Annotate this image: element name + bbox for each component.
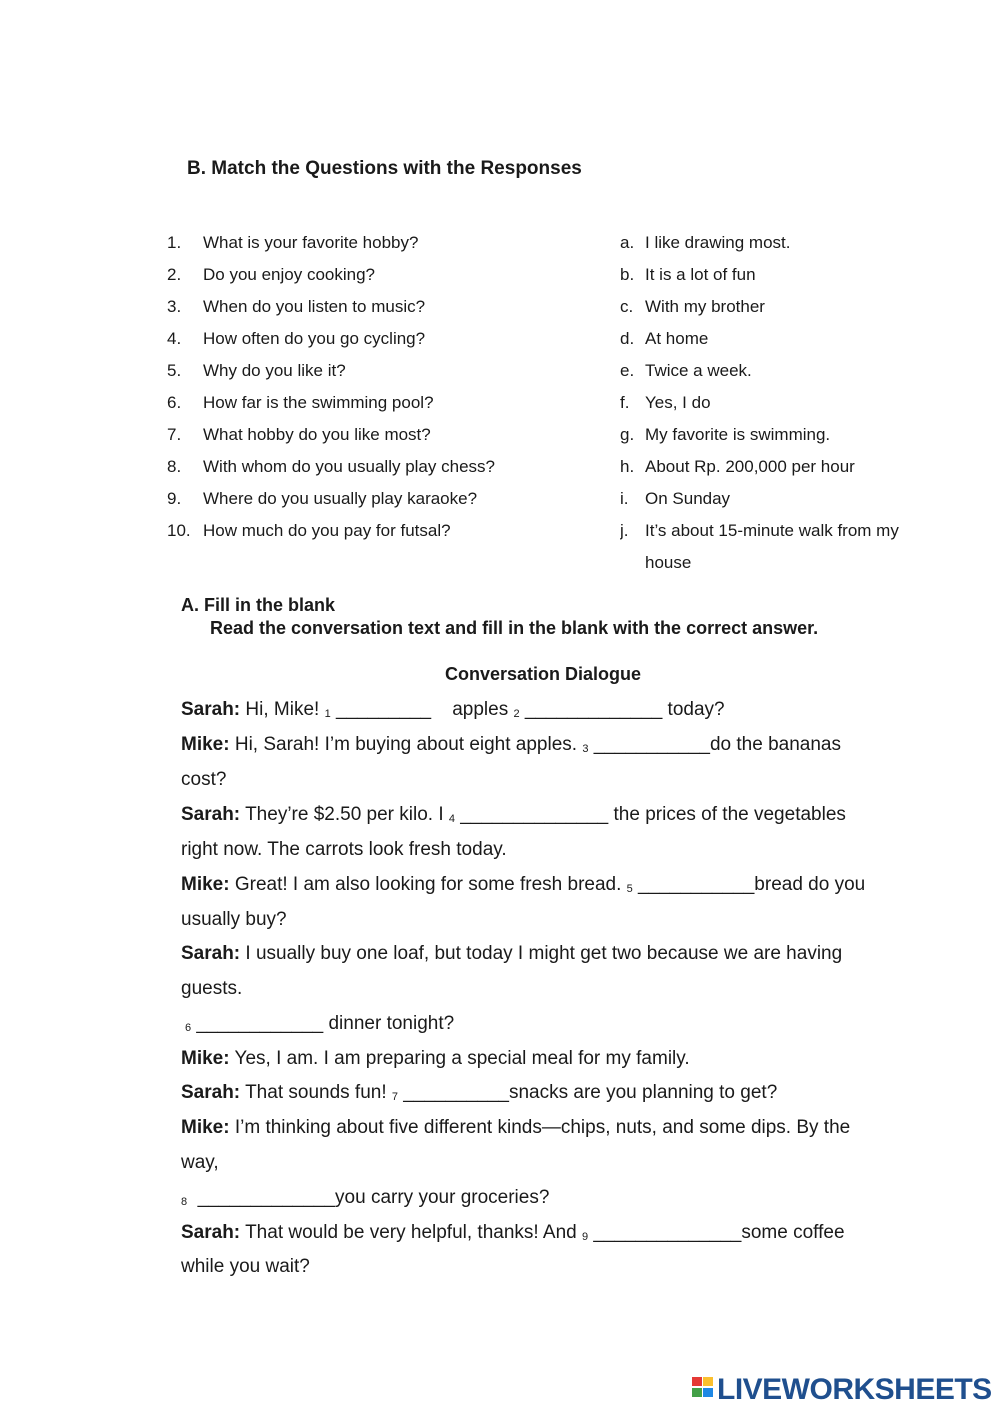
dialogue-line: while you wait? (181, 1256, 310, 1277)
question-item: 6. How far is the swimming pool? (167, 393, 434, 412)
response-item: f. Yes, I do (620, 393, 711, 412)
dialogue-line: guests. (181, 978, 243, 999)
response-item: a. I like drawing most. (620, 233, 791, 252)
question-item: 9. Where do you usually play karaoke? (167, 489, 478, 508)
response-item: b. It is a lot of fun (620, 265, 756, 284)
dialogue-line: $_6$ ____________ dinner tonight? (185, 1013, 455, 1034)
section-b-title: B. Match the Questions with the Responses (187, 158, 582, 179)
response-item: c. With my brother (620, 297, 765, 316)
dialogue-line: cost? (181, 769, 227, 790)
dialogue-title: Conversation Dialogue (445, 664, 642, 684)
dialogue-line: way, (181, 1152, 219, 1173)
dialogue-line: Mike: Hi, Sarah! I’m buying about eight apples. $_3$ ___________do the bananas (181, 734, 841, 755)
response-item: e. Twice a week. (620, 361, 752, 380)
dialogue-line: Mike: I’m thinking about five different kinds—chips, nuts, and some dips. By the (181, 1117, 851, 1138)
dialogue-line: Mike: Yes, I am. I am preparing a special meal for my family. (181, 1048, 690, 1069)
response-item: h. About Rp. 200,000 per hour (620, 457, 855, 476)
question-item: 1. What is your favorite hobby? (167, 233, 419, 252)
question-item: 8. With whom do you usually play chess? (167, 457, 495, 476)
dialogue-line: Mike: Great! I am also looking for some fresh bread. $_5$ ___________bread do you (181, 874, 866, 895)
section-a-instruction: Read the conversation text and fill in the blank with the correct answer. (210, 618, 819, 638)
response-item-clipped (620, 520, 960, 568)
dialogue-line: usually buy? (181, 909, 287, 930)
dialogue-line: Sarah: I usually buy one loaf, but today I might get two because we are having (181, 943, 843, 964)
response-item: i. On Sunday (620, 489, 731, 508)
response-item: g. My favorite is swimming. (620, 425, 831, 444)
dialogue-line: $_8$ _____________you carry your groceries? (181, 1187, 550, 1208)
question-item: 4. How often do you go cycling? (167, 329, 426, 348)
response-item: d. At home (620, 329, 709, 348)
liveworksheets-logo (692, 1373, 992, 1407)
dialogue-line: Sarah: They’re $2.50 per kilo. I $_4$ ______________ the prices of the vegetables (181, 804, 846, 825)
response-item: j. It’s about 15-minute walk from my (620, 521, 899, 540)
response-item-continuation: house (645, 553, 692, 568)
dialogue-line: right now. The carrots look fresh today. (181, 839, 507, 860)
liveworksheets-logo-icon (692, 1376, 714, 1404)
dialogue-line: Sarah: Hi, Mike! $_1$ _________ apples $_2$ _____________ today? (181, 699, 725, 720)
question-item: 5. Why do you like it? (167, 361, 346, 380)
question-item: 3. When do you listen to music? (167, 297, 426, 316)
dialogue-line: Sarah: That would be very helpful, thanks! And $_9$ ______________some coffee (181, 1222, 845, 1243)
section-a-title: A. Fill in the blank (181, 595, 336, 615)
question-item: 10. How much do you pay for futsal? (167, 521, 451, 540)
liveworksheets-brand: LIVEWORKSHEETS (717, 1373, 992, 1406)
question-item: 2. Do you enjoy cooking? (167, 265, 376, 284)
question-item: 7. What hobby do you like most? (167, 425, 431, 444)
dialogue-line: Sarah: That sounds fun! $_7$ __________snacks are you planning to get? (181, 1082, 778, 1103)
